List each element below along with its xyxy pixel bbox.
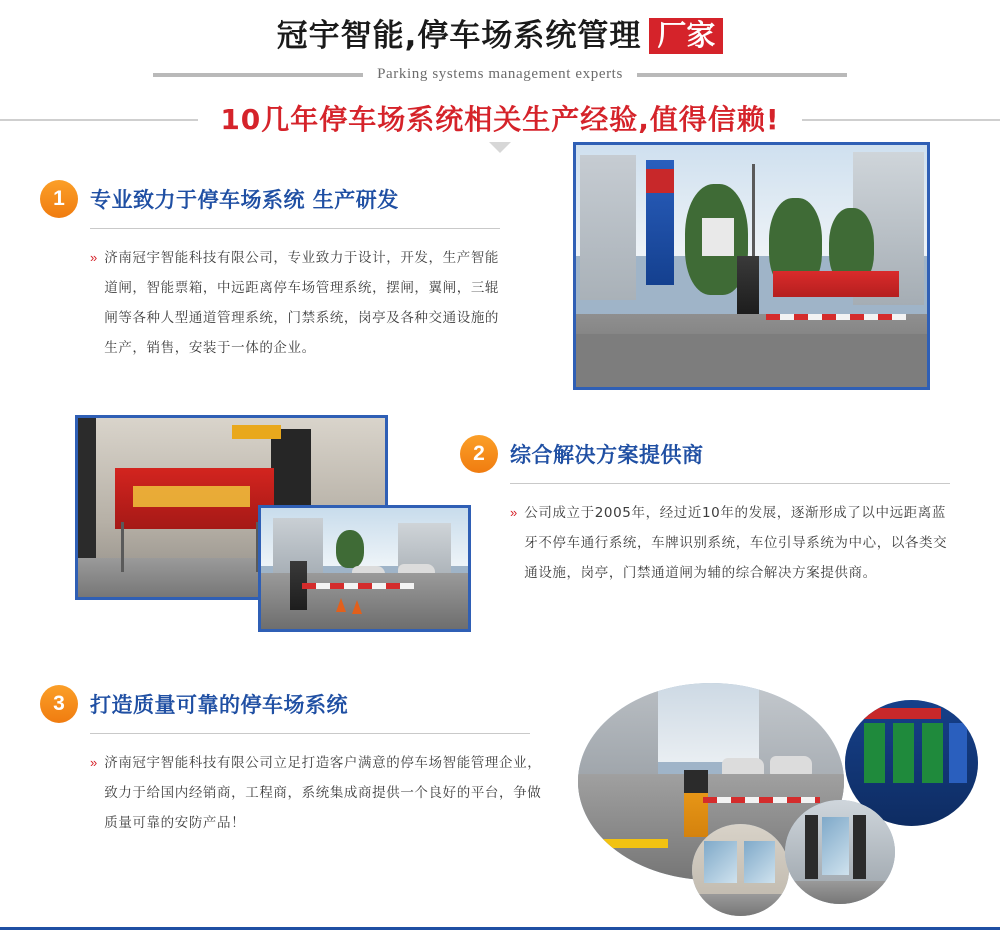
bullet-icon: » xyxy=(90,755,98,770)
subtitle-rule-right xyxy=(637,73,847,77)
indoor-gate-photo xyxy=(785,800,895,904)
subtitle-english: Parking systems management experts xyxy=(377,66,623,83)
outdoor-barrier-gate-photo xyxy=(258,505,471,632)
section-2-underline xyxy=(510,483,950,484)
section-3-title: 打造质量可靠的停车场系统 xyxy=(90,693,348,717)
section-1-head xyxy=(40,180,520,218)
guard-booth-photo xyxy=(692,824,789,916)
section-2-title: 综合解决方案提供商 xyxy=(510,443,704,467)
section-1-underline xyxy=(90,228,500,229)
subtitle-rule-left xyxy=(153,73,363,77)
section-2-head xyxy=(460,435,970,473)
section-3-head xyxy=(40,685,560,723)
section-2-paragraph xyxy=(510,498,960,588)
header-subtitle-row xyxy=(0,66,1000,83)
section-3-underline xyxy=(90,733,530,734)
section-3-paragraph xyxy=(90,748,555,838)
banner-text: 10几年停车场系统相关生产经验,值得信赖! xyxy=(198,97,801,143)
section-1-title: 专业致力于停车场系统 生产研发 xyxy=(90,188,399,212)
section-1-body: 济南冠宇智能科技有限公司，专业致力于设计，开发，生产智能道闸，智能票箱，中远距离停车场管理系统，摆闸，翼闸，三辊闸等各种人型通道管理系统，门禁系统，岗亭及各种交通设施的生产，销售，安装于一体的企业。 xyxy=(104,250,500,356)
section-3-body: 济南冠宇智能科技有限公司立足打造客户满意的停车场智能管理企业，致力于给国内经销商，工程商，系统集成商提供一个良好的平台，争做质量可靠的安防产品！ xyxy=(104,755,542,831)
experience-banner xyxy=(0,97,1000,143)
bullet-icon: » xyxy=(90,250,98,265)
section-3-number: 3 xyxy=(40,685,78,723)
bullet-icon: » xyxy=(510,505,518,520)
section-1-paragraph xyxy=(90,243,510,363)
section-1-number: 1 xyxy=(40,180,78,218)
header-title-row xyxy=(0,18,1000,54)
parking-entrance-gate-photo xyxy=(573,142,930,390)
manufacturer-badge: 厂家 xyxy=(649,18,723,54)
banner-caret-icon xyxy=(489,142,511,153)
section-2-number: 2 xyxy=(460,435,498,473)
page-header xyxy=(0,0,1000,143)
page-title: 冠宇智能,停车场系统管理 xyxy=(276,18,642,55)
section-2-body: 公司成立于2005年，经过近10年的发展，逐渐形成了以中远距离蓝牙不停车通行系统，车牌识别系统，车位引导系统为中心，以各类交通设施，岗亭，门禁通道闸为辅的综合解决方案提供商。 xyxy=(524,505,948,581)
